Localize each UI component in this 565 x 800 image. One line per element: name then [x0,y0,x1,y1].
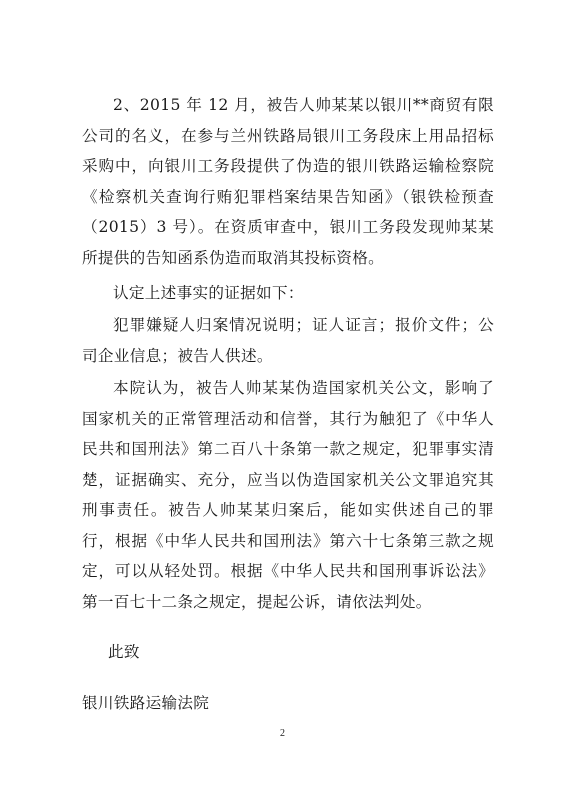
page-number: 2 [280,728,285,739]
salutation: 此致 [108,643,140,661]
recipient-court: 银川铁路运输法院 [82,694,210,712]
paragraph-evidence-heading: 认定上述事实的证据如下： [113,284,304,302]
paragraph-court-opinion: 本院认为，被告人帅某某伪造国家机关公文，影响了国家机关的正常管理活动和信誉，其行为触犯了《中华人民共和国刑法》第二百八十条第一款之规定，犯罪事实清楚，证据确实、充分，应当以伪造国家机关公文罪追究其刑事责任。被告人帅某某归案后，能如实供述自己的罪行，根据《中华人民共和国刑法》第六十七条第三款之规定，可以从轻处罚。根据《中华人民共和国刑事诉讼法》第一百七十二条之规定，提起公诉，请依法判处。 [82,379,494,611]
paragraph-fact-2: 2、2015 年 12 月，被告人帅某某以银川**商贸有限公司的名义，在参与兰州铁路局银川工务段床上用品招标采购中，向银川工务段提供了伪造的银川铁路运输检察院《检察机关查询行贿犯罪档案结果告知函》（银铁检预查（2015）3 号）。在资质审查中，银川工务段发现帅某某所提供的告知函系伪造而取消其投标资格。 [82,96,494,267]
paragraph-evidence-list: 犯罪嫌疑人归案情况说明；证人证言；报价文件；公司企业信息；被告人供述。 [82,316,494,365]
